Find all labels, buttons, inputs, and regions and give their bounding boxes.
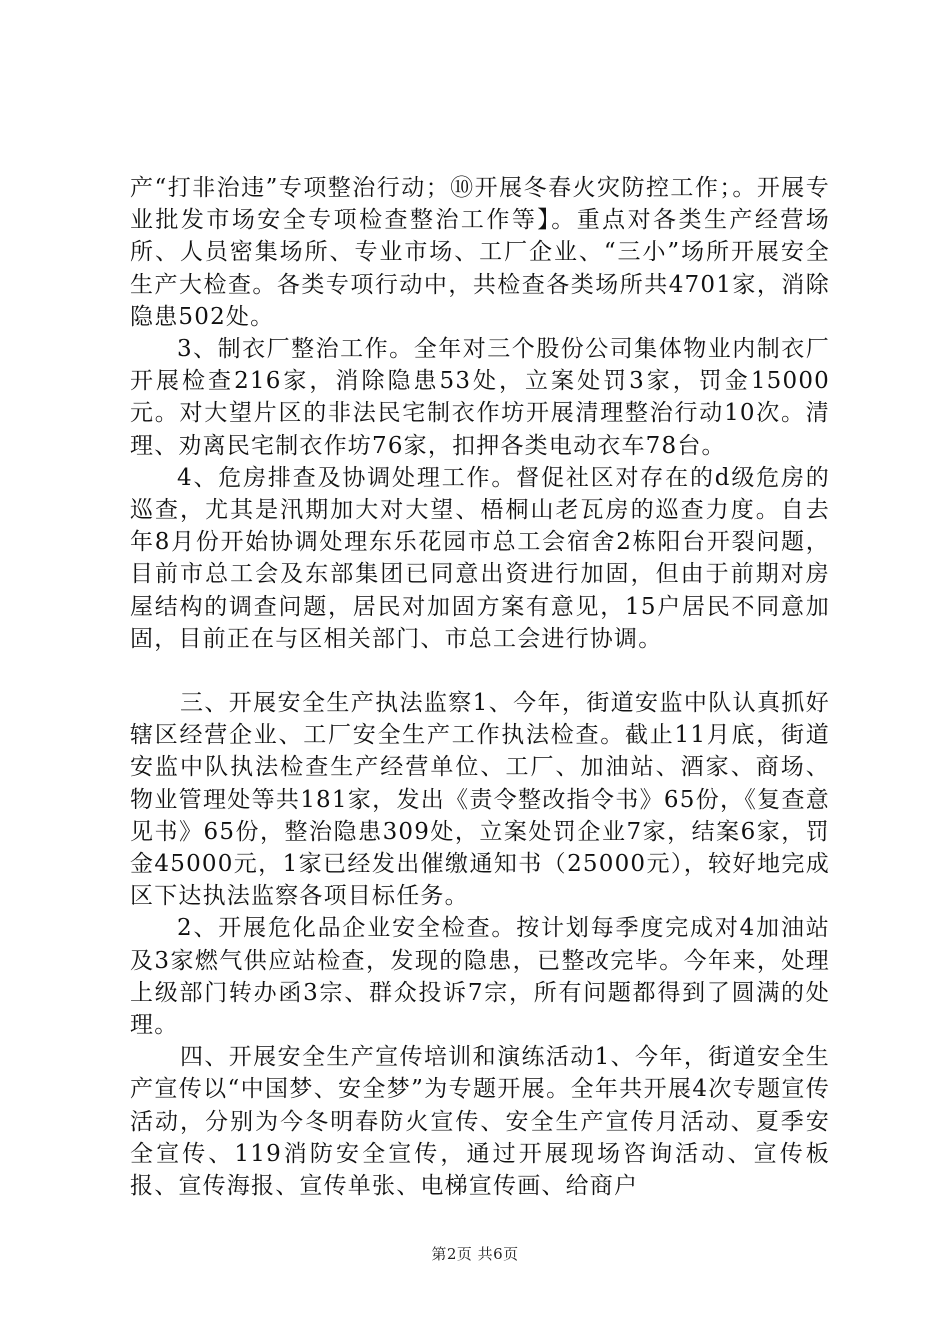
- paragraph-continuation: 产“打非治违”专项整治行动；⑩开展冬春火灾防控工作；。开展专业批发市场安全专项检查整治工作等】。重点对各类生产经营场所、人员密集场所、专业市场、工厂企业、“三小”场所开展安全生产大检查。各类专项行动中，共检查各类场所共4701家，消除隐患502处。: [130, 175, 830, 330]
- paragraph-garment-factory: 3、制衣厂整治工作。全年对三个股份公司集体物业内制衣厂开展检查216家，消除隐患53处，立案处罚3家，罚金15000元。对大望片区的非法民宅制衣作坊开展清理整治行动10次。清理、劝离民宅制衣作坊76家，扣押各类电动衣车78台。: [130, 336, 830, 459]
- paragraph-publicity-training: 四、开展安全生产宣传培训和演练活动1、今年，街道安全生产宣传以“中国梦、安全梦”为专题开展。全年共开展4次专题宣传活动，分别为今冬明春防火宣传、安全生产宣传月活动、夏季安全宣传、119消防安全宣传，通过开展现场咨询活动、宣传板报、宣传海报、宣传单张、电梯宣传画、给商户: [130, 1044, 830, 1200]
- paragraph-dangerous-housing: 4、危房排查及协调处理工作。督促社区对存在的d级危房的巡查，尤其是汛期加大对大望、梧桐山老瓦房的巡查力度。自去年8月份开始协调处理东乐花园市总工会宿舍2栋阳台开裂问题，目前市总工会及东部集团已同意出资进行加固，但由于前期对房屋结构的调查问题，居民对加固方案有意见，15户居民不同意加固，目前正在与区相关部门、市总工会进行协调。: [130, 464, 830, 652]
- paragraph-law-enforcement: 三、开展安全生产执法监察1、今年，街道安监中队认真抓好辖区经营企业、工厂安全生产工作执法检查。截止11月底，街道安监中队执法检查生产经营单位、工厂、加油站、酒家、商场、物业管理处等共181家，发出《责令整改指令书》65份，《复查意见书》65份，整治隐患309处，立案处罚企业7家，结案6家，罚金45000元，1家已经发出催缴通知书（25000元），较好地完成区下达执法监察各项目标任务。: [130, 690, 830, 910]
- paragraph-hazardous-chemicals: 2、开展危化品企业安全检查。按计划每季度完成对4加油站及3家燃气供应站检查，发现的隐患，已整改完毕。今年来，处理上级部门转办函3宗、群众投诉7宗，所有问题都得到了圆满的处理。: [130, 915, 830, 1039]
- page-number-footer: 第2页 共6页: [431, 1245, 519, 1263]
- document-body: [130, 172, 830, 1202]
